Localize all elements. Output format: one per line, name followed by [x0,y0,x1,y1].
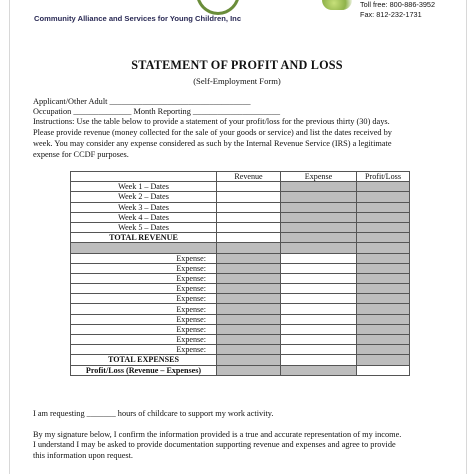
profit-cell-shaded [357,345,410,355]
expense-cell[interactable] [281,314,357,324]
instruction-line: Instructions: Use the table below to provide a statement of your profit/loss for the previous thirty (30) days. [33,117,390,126]
signature-line: By my signature below, I confirm the information provided is a true and accurate representation of my income. [33,430,402,439]
table-row-expense [71,335,410,345]
signature-statement [33,430,453,461]
occupation-field[interactable]: Occupation ______________ Month Reporting _____________________ [33,107,281,116]
expense-cell-shaded [281,222,357,232]
instruction-line: expense for CCDF purposes. [33,149,129,159]
profit-cell-shaded [357,294,410,304]
expense-cell-shaded [281,202,357,212]
revenue-cell-shaded [217,284,281,294]
expense-cell-shaded [281,233,357,243]
expense-cell-shaded [281,182,357,192]
table-row-week [71,222,410,232]
table-row-expense [71,345,410,355]
expense-label: Expense: [71,273,217,283]
profit-cell-shaded [357,212,410,222]
header-expense: Expense [281,172,357,182]
separator-cell [71,243,217,253]
expense-label: Expense: [71,284,217,294]
table-separator-row [71,243,410,253]
profit-cell-shaded [357,304,410,314]
profit-cell-shaded [357,202,410,212]
expense-label: Expense: [71,314,217,324]
revenue-cell[interactable] [217,222,281,232]
separator-cell [357,243,410,253]
week-label: Week 4 – Dates [71,212,217,222]
table-row-expense [71,284,410,294]
expense-cell-shaded [281,212,357,222]
expense-cell[interactable] [281,253,357,263]
signature-line: I understand I may be asked to provide documentation supporting revenue and expenses and agree to provide [33,440,396,450]
form-subtitle: (Self-Employment Form) [193,76,281,86]
table-row-expense [71,304,410,314]
expense-cell-shaded [281,365,357,375]
profit-cell-shaded [357,192,410,202]
expense-label: Expense: [71,304,217,314]
week-label: Week 1 – Dates [71,182,217,192]
header-revenue: Revenue [217,172,281,182]
separator-cell [281,243,357,253]
childcare-hours-field[interactable]: I am requesting _______ hours of childcare to support my work activity. [33,409,274,418]
revenue-cell-shaded [217,345,281,355]
profit-cell-shaded [357,263,410,273]
organization-name: Community Alliance and Services for Young Children, Inc [34,14,242,23]
table-row-expense [71,314,410,324]
expense-label: Expense: [71,294,217,304]
expense-cell[interactable] [281,273,357,283]
profit-cell-shaded [357,253,410,263]
toll-free-number: Toll free: 800-886-3952 [360,0,436,9]
profit-cell-shaded [357,233,410,243]
revenue-cell-shaded [217,304,281,314]
table-row-week [71,182,410,192]
table-row-expense [71,263,410,273]
profit-loss-label: Profit/Loss (Revenue – Expenses) [71,365,217,375]
separator-cell [217,243,281,253]
expense-label: Expense: [71,324,217,334]
revenue-cell-shaded [217,273,281,283]
expense-cell[interactable] [281,304,357,314]
expense-cell-shaded [281,192,357,202]
profit-cell-shaded [357,222,410,232]
week-label: Week 3 – Dates [71,202,217,212]
profit-loss-cell[interactable] [357,365,410,375]
signature-line: this information upon request. [33,450,134,460]
revenue-cell-shaded [217,253,281,263]
revenue-cell-shaded [217,355,281,365]
header-cell-blank [71,172,217,182]
expense-label: Expense: [71,263,217,273]
expense-cell[interactable] [281,294,357,304]
expense-cell[interactable] [281,345,357,355]
table-row-total-expenses [71,355,410,365]
contact-info [360,0,435,20]
profit-cell-shaded [357,284,410,294]
form-title: STATEMENT OF PROFIT AND LOSS [131,58,343,72]
revenue-cell-shaded [217,314,281,324]
profit-cell-shaded [357,324,410,334]
table-row-expense [71,294,410,304]
instruction-line: week. You may consider any expense considered as such by the Internal Revenue Service (IRS) a legitimate [33,138,392,148]
table-row-week [71,212,410,222]
revenue-cell[interactable] [217,202,281,212]
fax-number: Fax: 812-232-1731 [360,10,422,19]
instructions [33,117,445,161]
table-row-week [71,192,410,202]
profit-cell-shaded [357,355,410,365]
expense-label: Expense: [71,345,217,355]
table-row-expense [71,324,410,334]
expense-cell[interactable] [281,335,357,345]
expense-cell[interactable] [281,284,357,294]
profit-cell-shaded [357,314,410,324]
revenue-cell[interactable] [217,192,281,202]
table-row-expense [71,273,410,283]
revenue-cell[interactable] [217,182,281,192]
revenue-cell-shaded [217,335,281,345]
week-label: Week 5 – Dates [71,222,217,232]
expense-cell[interactable] [281,324,357,334]
table-row-week [71,202,410,212]
revenue-cell[interactable] [217,212,281,222]
week-label: Week 2 – Dates [71,192,217,202]
revenue-cell-shaded [217,263,281,273]
revenue-cell-shaded [217,294,281,304]
table-row-profit-loss [71,365,410,375]
applicant-field[interactable]: Applicant/Other Adult __________________________________ [33,97,251,106]
profit-cell-shaded [357,182,410,192]
profit-cell-shaded [357,273,410,283]
table-header-row [71,172,410,182]
profit-cell-shaded [357,335,410,345]
expense-cell[interactable] [281,263,357,273]
expense-label: Expense: [71,335,217,345]
header-profit-loss: Profit/Loss [357,172,410,182]
profit-loss-table [70,171,410,376]
total-revenue-label: TOTAL REVENUE [71,233,217,243]
expense-label: Expense: [71,253,217,263]
total-expenses-label: TOTAL EXPENSES [71,355,217,365]
table-row-total-revenue [71,233,410,243]
revenue-cell-shaded [217,365,281,375]
instruction-line: Please provide revenue (money collected for the sale of your goods or service) and list the dates received by [33,127,392,137]
total-expenses-cell[interactable] [281,355,357,365]
table-row-expense [71,253,410,263]
total-revenue-cell[interactable] [217,233,281,243]
revenue-cell-shaded [217,324,281,334]
